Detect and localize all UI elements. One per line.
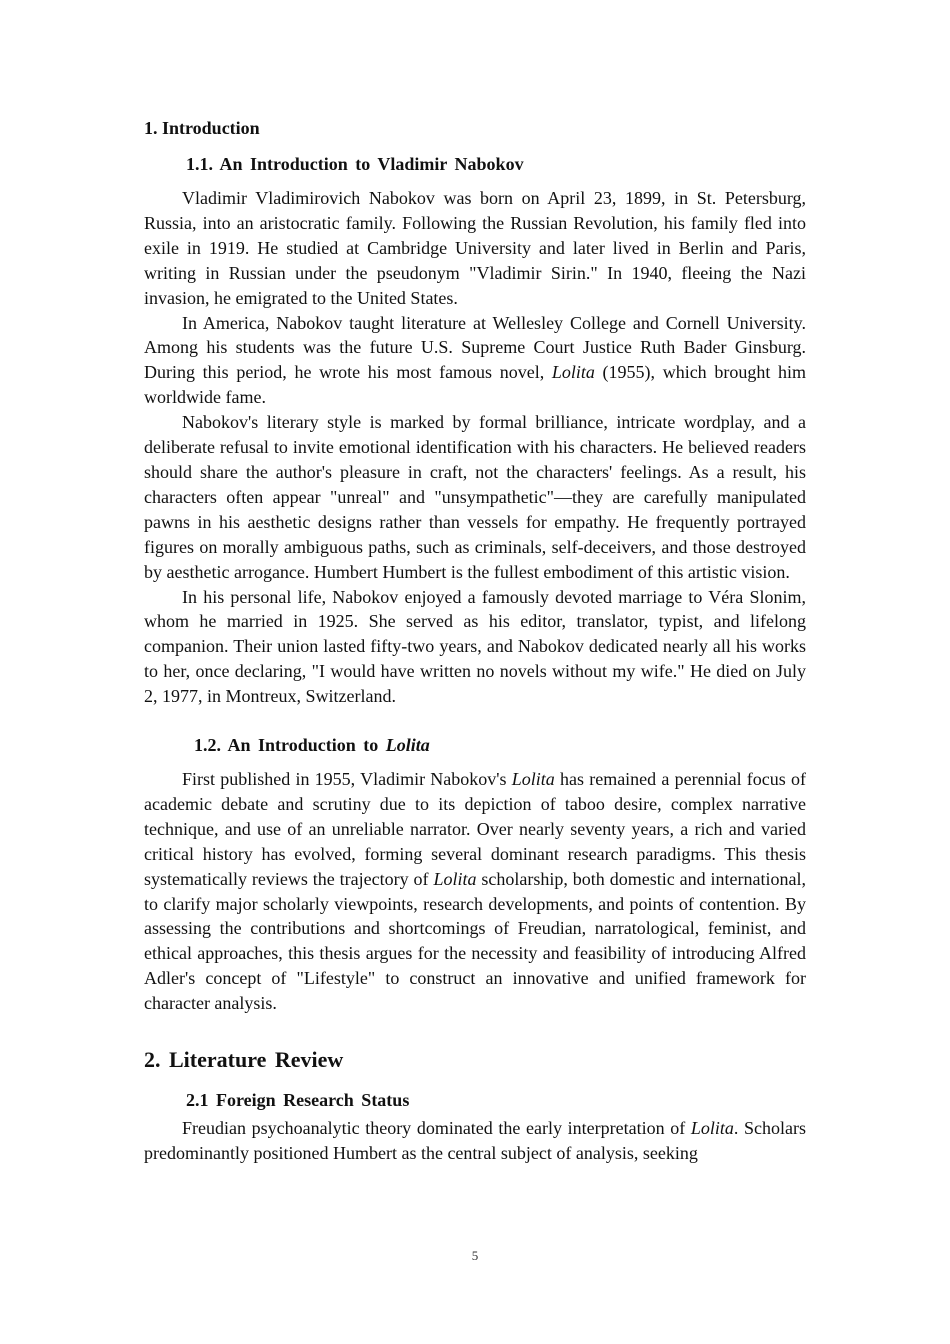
text-run: First published in 1955, Vladimir Nabokov's [182, 769, 512, 790]
text-run: scholarship, both domestic and international, to clarify major scholarly viewpoints, research developments, and points of contention. By assessing the contributions and shortcomings of Freudian, narratological, feminist, and ethical approaches, this thesis argues for the necessity and feasibility of introducing Alfred Adler's concept of "Lifestyle" to construct an innovative and unified framework for character analysis. [144, 868, 806, 1014]
text-run: In America, Nabokov taught literature at Wellesley College and Cornell University. Among his students was the future U.S. Supreme Court Justice Ruth Bader Ginsburg. During this period, he wrote his most famous novel, [144, 312, 806, 383]
section-heading-introduction: 1. Introduction [144, 118, 260, 138]
page-content [144, 116, 806, 1166]
paragraph-nabokov-america [144, 311, 806, 411]
text-run: (1955), which brought him worldwide fame. [144, 362, 806, 408]
page-number: 5 [471, 1248, 479, 1263]
book-title: Lolita [551, 362, 595, 383]
book-title: Lolita [690, 1118, 734, 1139]
text-run: . Scholars predominantly positioned Humbert as the central subject of analysis, seeking [144, 1118, 806, 1163]
paragraph-lolita-overview [144, 767, 806, 1016]
paragraph-nabokov-biography: Vladimir Vladimirovich Nabokov was born on April 23, 1899, in St. Petersburg, Russia, into an aristocratic family. Following the Russian Revolution, his family fled into exile in 1919. He studied at Cambridge University and later lived in Berlin and Paris, writing in Russian under the pseudonym "Vladimir Sirin." In 1940, fleeing the Nazi invasion, he emigrated to the United States. [144, 188, 806, 308]
subsection-heading-lolita [194, 733, 806, 757]
text-run: Freudian psychoanalytic theory dominated the early interpretation of [182, 1118, 691, 1139]
section-heading-literature-review: 2. Literature Review [144, 1047, 344, 1073]
book-title: Lolita [385, 735, 430, 756]
heading-text: 1.2. An Introduction to [194, 735, 386, 756]
text-run: has remained a perennial focus of academic debate and scrutiny due to its depiction of taboo desire, complex narrative technique, and use of an unreliable narrator. Over nearly seventy years, a rich and varied critical history has evolved, forming several dominant research paradigms. This thesis systematically reviews the trajectory of [144, 769, 806, 889]
book-title: Lolita [433, 868, 477, 889]
paragraph-foreign-research [144, 1116, 806, 1166]
paragraph-nabokov-personal-life: In his personal life, Nabokov enjoyed a famously devoted marriage to Véra Slonim, whom he married in 1925. She served as his editor, translator, typist, and lifelong companion. Their union lasted fifty-two years, and Nabokov dedicated nearly all his works to her, once declaring, "I would have written no novels without my wife." He died on July 2, 1977, in Montreux, Switzerland. [144, 586, 806, 707]
book-title: Lolita [511, 769, 555, 790]
paragraph-nabokov-style: Nabokov's literary style is marked by formal brilliance, intricate wordplay, and a deliberate refusal to invite emotional identification with his characters. He believed readers should share the author's pleasure in craft, not the characters' feelings. As a result, his characters often appear "unreal" and "unsympathetic"—they are carefully manipulated pawns in his aesthetic designs rather than vessels for empathy. He frequently portrayed figures on morally ambiguous paths, such as criminals, self-deceivers, and those destroyed by aesthetic arrogance. Humbert Humbert is the fullest embodiment of this artistic vision. [144, 412, 806, 582]
subsection-heading-nabokov: 1.1. An Introduction to Vladimir Nabokov [186, 154, 524, 174]
subsection-heading-foreign-research: 2.1 Foreign Research Status [186, 1090, 410, 1111]
